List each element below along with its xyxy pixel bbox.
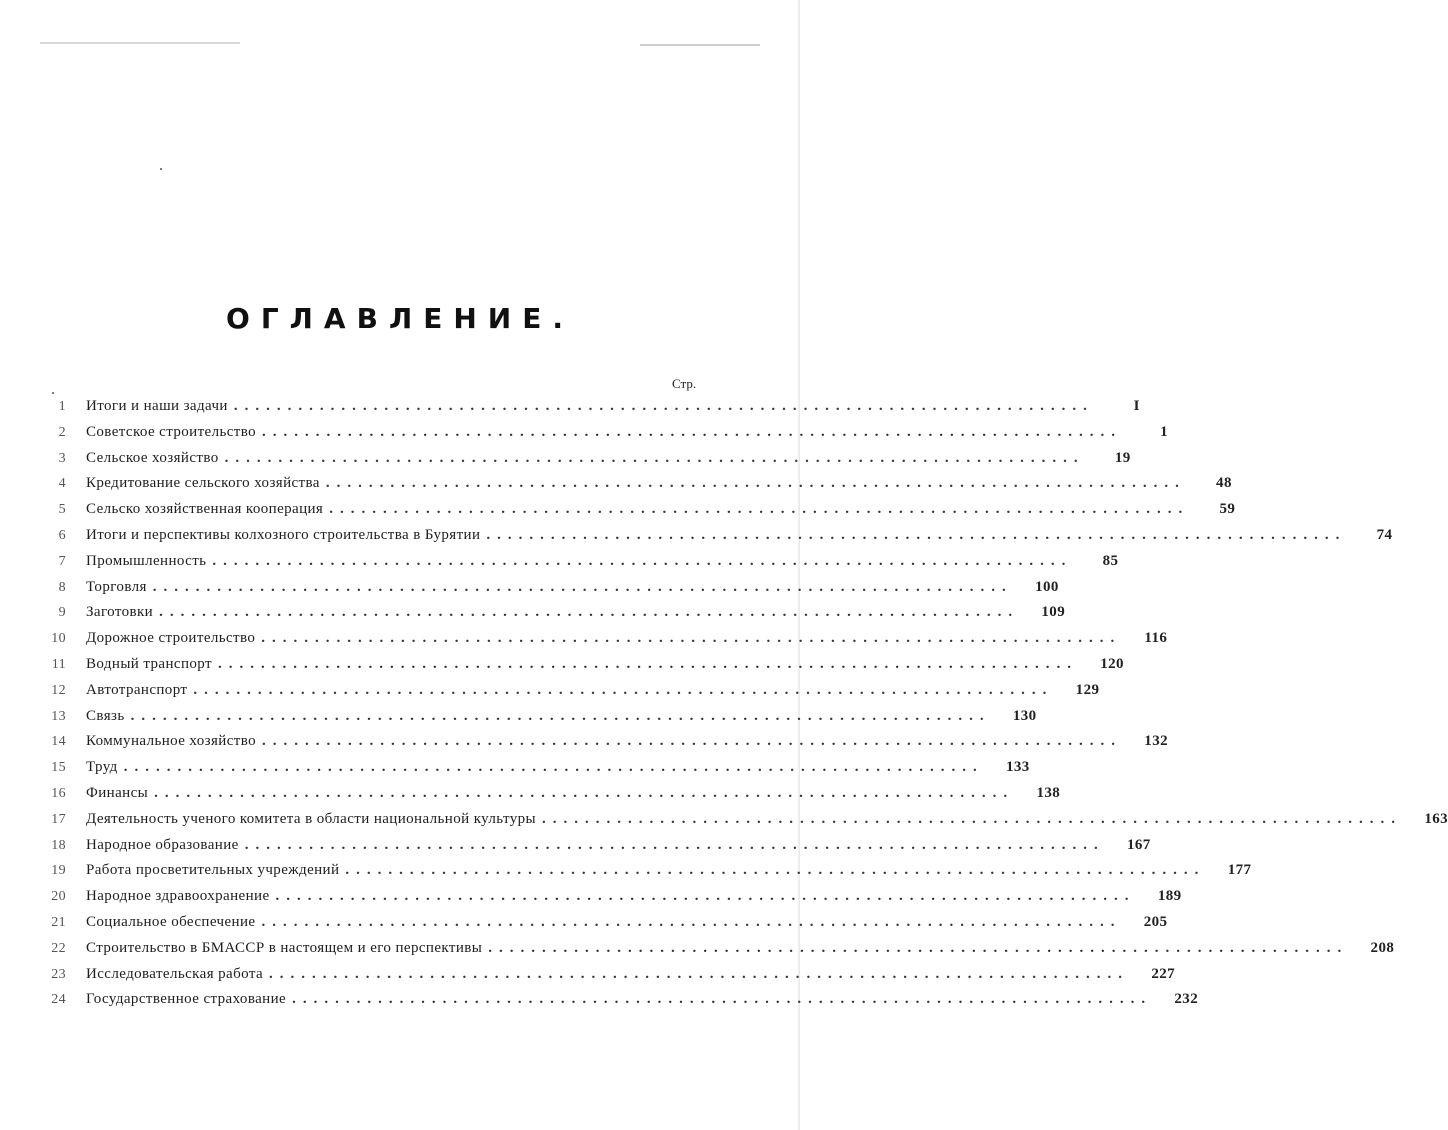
- toc-entry: [38, 526, 1393, 553]
- toc-entry-title: Государственное страхование: [86, 991, 287, 1008]
- toc-entry-page: 167: [1127, 836, 1151, 853]
- toc-entry-title: Народное образование: [86, 836, 239, 853]
- toc-entry-page: 205: [1143, 913, 1168, 930]
- toc-entry-title: Итоги и наши задачи: [86, 398, 228, 414]
- toc-entry-title: Советское строительство: [86, 423, 257, 440]
- toc-entry-title: Водный транспорт: [86, 655, 212, 672]
- dot-leader: ................................................................................: [329, 501, 1190, 518]
- scan-artifact-top-left: [40, 42, 240, 44]
- toc-entry-number: 9: [58, 605, 66, 621]
- page-column-header: Стр.: [672, 376, 697, 391]
- toc-entry-title: Торговля: [86, 578, 147, 595]
- dot-leader: ................................................................................: [488, 939, 1349, 956]
- toc-entry: [38, 681, 1100, 708]
- page-title: ОГЛАВЛЕНИЕ.: [226, 302, 574, 335]
- toc-entry-title: Итоги и перспективы колхозного строительства в Бурятии: [86, 526, 481, 543]
- dot-leader: ................................................................................: [292, 991, 1153, 1008]
- scan-speck: [52, 392, 54, 394]
- toc-entry-title: Деятельность ученого комитета в области национальной культуры: [86, 810, 537, 827]
- toc-entry-title: Работа просветительных учреждений: [86, 862, 340, 879]
- dot-leader: ................................................................................: [262, 423, 1123, 440]
- toc-entry-title: Коммунальное хозяйство: [86, 733, 256, 750]
- toc-entry: [38, 604, 1066, 630]
- toc-entry: [38, 939, 1395, 966]
- toc-entry-title: Дорожное строительство: [86, 630, 256, 647]
- toc-entry-number: 23: [51, 966, 66, 982]
- toc-entry-page: 232: [1174, 991, 1199, 1008]
- dot-leader: ................................................................................: [261, 913, 1122, 930]
- table-of-contents: [38, 398, 1448, 1017]
- toc-entry: [38, 423, 1169, 450]
- toc-entry-page: 100: [1035, 578, 1059, 595]
- toc-entry-number: 5: [58, 502, 66, 518]
- toc-entry: [38, 475, 1232, 501]
- toc-entry-number: 17: [51, 811, 66, 827]
- dot-leader: ................................................................................: [123, 759, 984, 776]
- toc-entry-page: 120: [1100, 655, 1124, 672]
- dot-leader: ................................................................................: [262, 733, 1122, 750]
- scan-artifact-top-right: [640, 44, 760, 46]
- toc-entry-title: Социальное обеспечение: [86, 913, 256, 930]
- toc-entry-number: 6: [58, 527, 66, 543]
- toc-entry-title: Финансы: [86, 784, 149, 801]
- toc-entry: [38, 810, 1448, 837]
- toc-entry-title: Сельское хозяйство: [86, 449, 219, 466]
- toc-entry-title: Промышленность: [86, 552, 207, 569]
- toc-entry-page: 163: [1424, 810, 1448, 827]
- toc-entry: [38, 449, 1131, 476]
- toc-entry: [38, 398, 1140, 424]
- toc-entry-page: 138: [1036, 784, 1061, 801]
- toc-entry-number: 22: [51, 940, 66, 956]
- toc-entry-title: Связь: [86, 707, 125, 724]
- toc-entry-number: 11: [51, 656, 66, 672]
- toc-entry-title: Сельско хозяйственная кооперация: [86, 501, 324, 518]
- toc-entry: [38, 578, 1059, 605]
- dot-leader: ................................................................................: [224, 449, 1085, 466]
- toc-entry: [38, 862, 1252, 888]
- toc-entry-page: 208: [1370, 939, 1395, 956]
- toc-entry-number: 13: [51, 708, 66, 724]
- dot-leader: ................................................................................: [152, 578, 1013, 595]
- toc-entry: [38, 655, 1124, 682]
- toc-entry-title: Кредитование сельского хозяйства: [86, 475, 320, 492]
- toc-entry-number: 10: [51, 631, 66, 647]
- toc-entry-title: Автотранспорт: [86, 681, 188, 698]
- toc-entry-page: 189: [1157, 888, 1182, 905]
- toc-entry: [38, 552, 1119, 579]
- scan-speck: [160, 168, 162, 170]
- dot-leader: ................................................................................: [269, 965, 1130, 982]
- dot-leader: ................................................................................: [486, 526, 1347, 543]
- toc-entry-number: 18: [51, 837, 66, 853]
- toc-entry-title: Строительство в БМАССР в настоящем и его перспективы: [86, 939, 483, 956]
- toc-entry-number: 19: [51, 863, 66, 879]
- toc-entry-page: 109: [1041, 604, 1066, 621]
- dot-leader: ................................................................................: [275, 888, 1136, 905]
- toc-entry: [38, 759, 1030, 785]
- toc-entry: [38, 733, 1168, 759]
- dot-leader: ................................................................................: [159, 604, 1020, 621]
- toc-entry: [38, 965, 1176, 992]
- toc-entry-number: 8: [58, 579, 66, 595]
- toc-entry: [38, 991, 1199, 1017]
- toc-entry-page: 74: [1376, 526, 1393, 543]
- dot-leader: ................................................................................: [193, 681, 1054, 698]
- toc-entry-page: 116: [1144, 630, 1168, 647]
- toc-entry-page: 130: [1012, 707, 1037, 724]
- toc-entry-number: 1: [58, 399, 66, 414]
- toc-entry-page: 132: [1144, 733, 1168, 750]
- dot-leader: ................................................................................: [345, 862, 1206, 879]
- toc-entry-number: 12: [51, 682, 66, 698]
- dot-leader: ................................................................................: [212, 552, 1073, 569]
- toc-entry-title: Исследовательская работа: [86, 965, 264, 982]
- toc-entry-page: 177: [1227, 862, 1252, 879]
- toc-entry-page: I: [1133, 398, 1140, 414]
- toc-entry-title: Труд: [86, 759, 118, 776]
- toc-entry: [38, 784, 1061, 811]
- toc-entry-number: 16: [51, 785, 66, 801]
- toc-entry: [38, 630, 1168, 656]
- toc-entry-number: 21: [51, 914, 66, 930]
- dot-leader: ................................................................................: [261, 630, 1122, 647]
- toc-entry-number: 14: [51, 734, 66, 750]
- toc-entry: [38, 913, 1168, 940]
- toc-entry: [38, 707, 1037, 734]
- toc-entry-page: 133: [1005, 759, 1030, 776]
- dot-leader: ................................................................................: [130, 707, 991, 724]
- toc-entry-number: 24: [51, 992, 66, 1008]
- dot-leader: ................................................................................: [217, 655, 1078, 672]
- toc-entry-page: 129: [1075, 681, 1100, 698]
- toc-entry-number: 4: [58, 476, 66, 492]
- toc-entry-page: 85: [1102, 552, 1119, 569]
- toc-entry-page: 48: [1216, 475, 1232, 492]
- toc-entry-number: 20: [51, 889, 66, 905]
- toc-entry-page: 19: [1114, 449, 1131, 466]
- dot-leader: ................................................................................: [154, 784, 1015, 801]
- toc-entry-number: 15: [51, 760, 66, 776]
- toc-entry-number: 2: [58, 424, 66, 440]
- toc-entry-page: 59: [1219, 501, 1236, 518]
- toc-entry: [38, 888, 1182, 914]
- dot-leader: ................................................................................: [244, 836, 1105, 853]
- toc-entry-number: 3: [58, 450, 66, 466]
- toc-entry: [38, 501, 1236, 527]
- toc-entry-number: 7: [58, 553, 66, 569]
- toc-entry-page: 227: [1151, 965, 1176, 982]
- toc-entry: [38, 836, 1151, 863]
- toc-entry-title: Заготовки: [86, 604, 154, 621]
- dot-leader: ................................................................................: [325, 475, 1186, 492]
- toc-entry-title: Народное здравоохранение: [86, 888, 270, 905]
- dot-leader: ................................................................................: [542, 810, 1403, 827]
- dot-leader: ................................................................................: [233, 398, 1094, 414]
- toc-entry-page: 1: [1160, 423, 1169, 440]
